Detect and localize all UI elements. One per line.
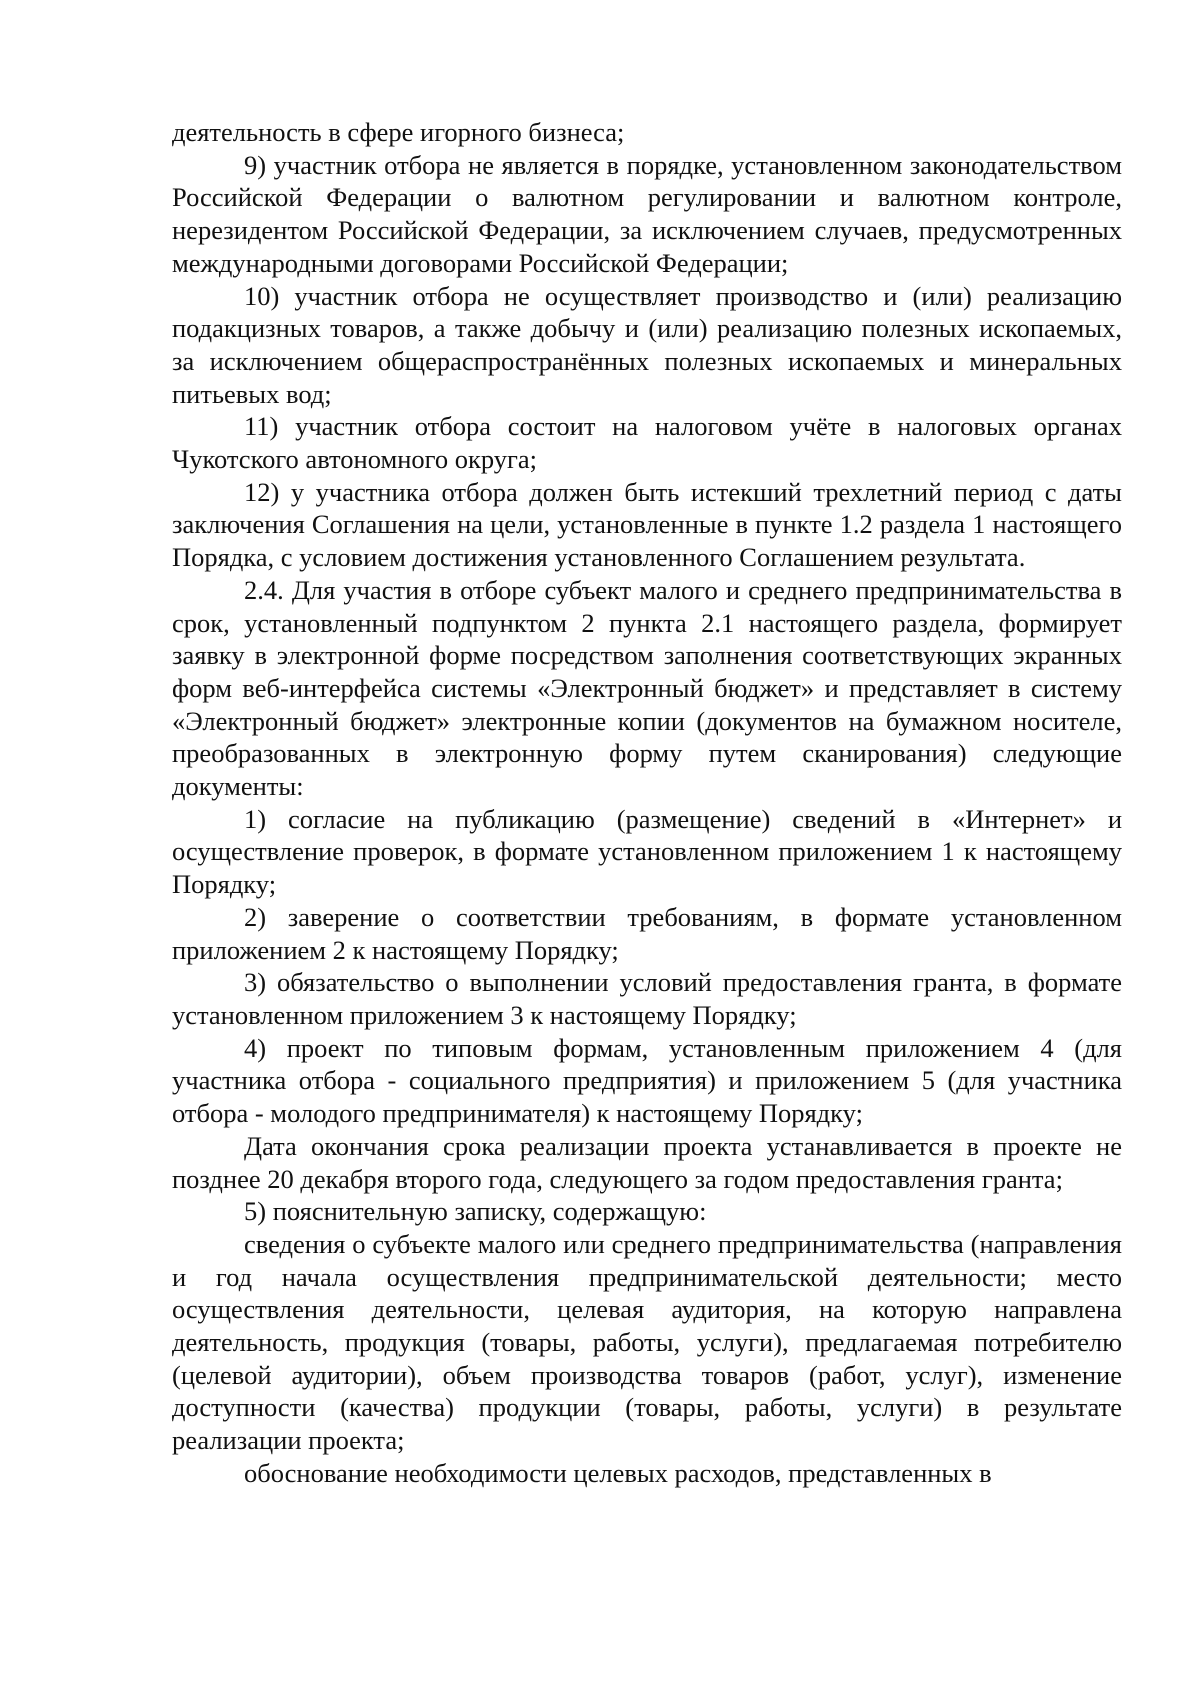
document-page xyxy=(172,116,1122,1490)
paragraph-item-11: 11) участник отбора состоит на налоговом учёте в налоговых органах Чукотского автономного округа; xyxy=(172,411,1122,475)
paragraph-item-10: 10) участник отбора не осуществляет производство и (или) реализацию подакцизных товаров, а также добычу и (или) реализацию полезных ископаемых, за исключением общераспространённых полезных ископаемых и минеральных питьевых вод; xyxy=(172,280,1122,409)
paragraph-doc-2: 2) заверение о соответствии требованиям, в формате установленном приложением 2 к настоящему Порядку; xyxy=(172,901,1122,965)
paragraph-doc-5: 5) пояснительную записку, содержащую: xyxy=(244,1196,707,1227)
paragraph-doc-1: 1) согласие на публикацию (размещение) сведений в «Интернет» и осуществление проверок, в формате установленном приложением 1 к настоящему Порядку; xyxy=(172,803,1122,900)
paragraph-item-12: 12) у участника отбора должен быть истекший трехлетний период с даты заключения Соглашения на цели, установленные в пункте 1.2 раздела 1 настоящего Порядка, с условием достижения установленного Соглашением результата. xyxy=(172,476,1122,573)
paragraph-doc-3: 3) обязательство о выполнении условий предоставления гранта, в формате установленном приложением 3 к настоящему Порядку; xyxy=(172,967,1122,1030)
paragraph-section-2-4: 2.4. Для участия в отборе субъект малого и среднего предпринимательства в срок, установленный подпунктом 2 пункта 2.1 настоящего раздела, формирует заявку в электронной форме посредством заполнения соответствующих экранных форм веб-интерфейса системы «Электронный бюджет» и представляет в систему «Электронный бюджет» электронные копии (документов на бумажном носителе, преобразованных в электронную форму путем сканирования) следующие документы: xyxy=(172,574,1122,802)
paragraph-project-deadline: Дата окончания срока реализации проекта устанавливается в проекте не позднее 20 декабря второго года, следующего за годом предоставления гранта; xyxy=(172,1130,1122,1194)
paragraph-doc-4: 4) проект по типовым формам, установленным приложением 4 (для участника отбора - социального предприятия) и приложением 5 (для участника отбора - молодого предпринимателя) к настоящему Порядку; xyxy=(172,1032,1122,1129)
paragraph-business-info: сведения о субъекте малого или среднего предпринимательства (направления и год начала осуществления предпринимательской деятельности; место осуществления деятельности, целевая аудитория, на которую направлена деятельность, продукция (товары, работы, услуги), предлагаемая потребителю (целевой аудитории), объем производства товаров (работ, услуг), изменение доступности (качества) продукции (товары, работы, услуги) в результате реализации проекта; xyxy=(172,1228,1122,1456)
paragraph-item-9: 9) участник отбора не является в порядке, установленном законодательством Российской Федерации о валютном регулировании и валютном контроле, нерезидентом Российской Федерации, за исключением случаев, предусмотренных международными договорами Российской Федерации; xyxy=(172,149,1122,278)
paragraph-gambling-continuation: деятельность в сфере игорного бизнеса; xyxy=(172,117,625,147)
paragraph-expense-justification: обоснование необходимости целевых расходов, представленных в xyxy=(244,1457,992,1488)
